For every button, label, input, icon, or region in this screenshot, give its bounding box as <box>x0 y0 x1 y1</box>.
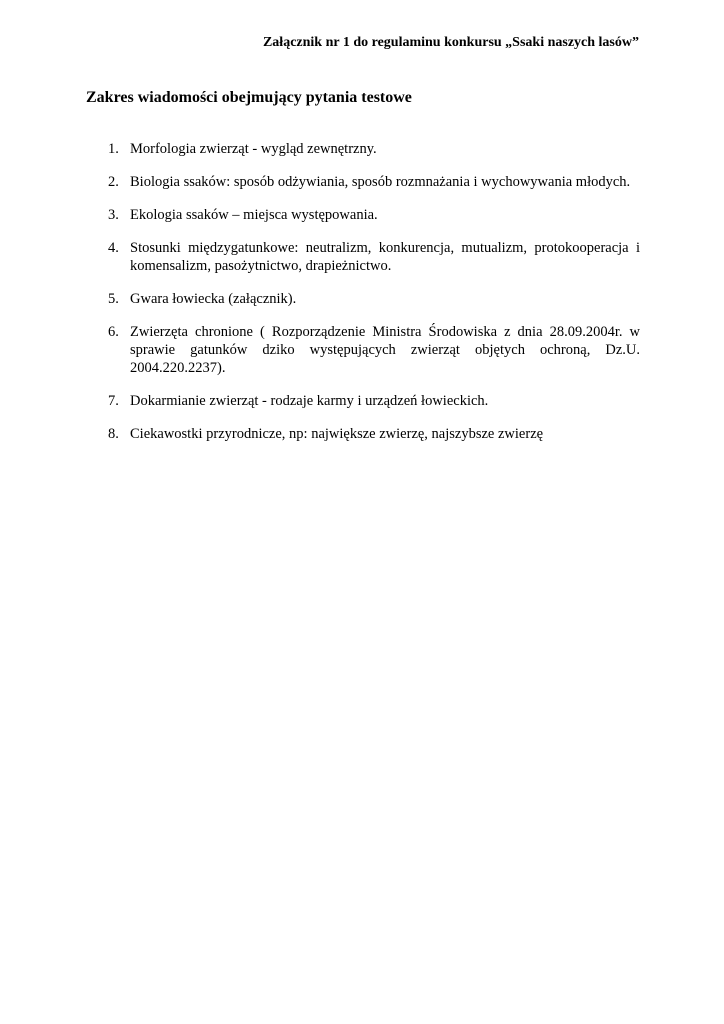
list-item-text: Gwara łowiecka (załącznik). <box>130 291 297 307</box>
list-item-text: Ciekawostki przyrodnicze, np: największe zwierzę, najszybsze zwierzę <box>130 426 544 442</box>
list-item-text: Dokarmianie zwierząt - rodzaje karmy i urządzeń łowieckich. <box>130 393 489 409</box>
list-item-number: 8. <box>108 426 119 442</box>
list-item <box>86 140 640 158</box>
topics-list <box>86 140 640 458</box>
list-item-text: Morfologia zwierząt - wygląd zewnętrzny. <box>130 141 377 157</box>
list-item <box>86 323 640 377</box>
list-item-number: 7. <box>108 393 119 409</box>
list-item <box>86 173 640 191</box>
list-item <box>86 239 640 275</box>
list-item-number: 4. <box>108 240 119 256</box>
list-item-text: Zwierzęta chronione ( Rozporządzenie Ministra Środowiska z dnia 28.09.2004r. w sprawie gatunków dziko występujących zwierząt objętych ochroną, Dz.U. 2004.220.2237). <box>130 324 640 376</box>
list-item <box>86 425 640 443</box>
document-title: Zakres wiadomości obejmujący pytania testowe <box>86 89 412 106</box>
list-item <box>86 392 640 410</box>
list-item-number: 6. <box>108 324 119 340</box>
list-item <box>86 290 640 308</box>
list-item-number: 1. <box>108 141 119 157</box>
list-item <box>86 206 640 224</box>
list-item-text: Ekologia ssaków – miejsca występowania. <box>130 207 378 223</box>
list-item-number: 2. <box>108 174 119 190</box>
list-item-number: 3. <box>108 207 119 223</box>
attachment-header: Załącznik nr 1 do regulaminu konkursu „Ssaki naszych lasów” <box>262 35 639 50</box>
list-item-text: Biologia ssaków: sposób odżywiania, sposób rozmnażania i wychowywania młodych. <box>130 174 631 190</box>
list-item-text: Stosunki międzygatunkowe: neutralizm, konkurencja, mutualizm, protokooperacja i komensalizm, pasożytnictwo, drapieżnictwo. <box>130 240 640 274</box>
list-item-number: 5. <box>108 291 119 307</box>
